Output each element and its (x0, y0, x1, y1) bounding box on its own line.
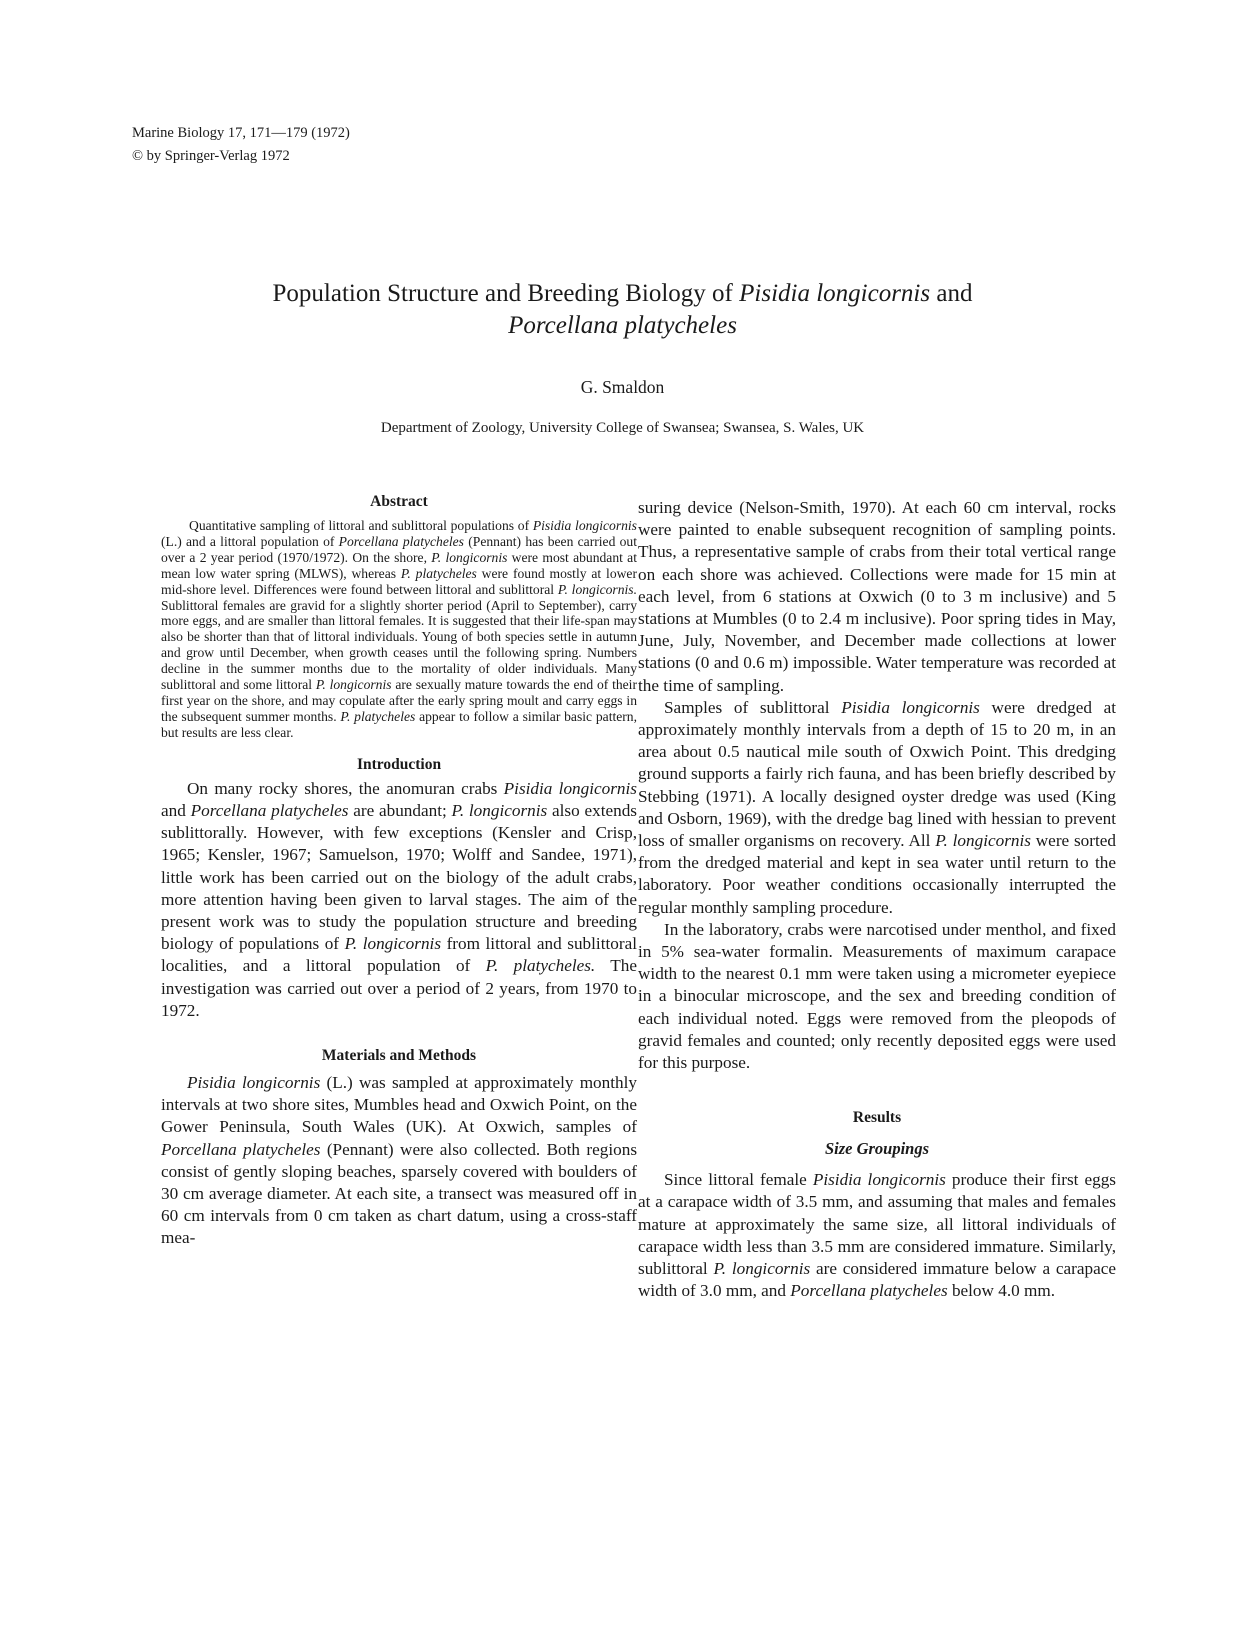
title-block (100, 278, 1145, 438)
title-species-2: Porcellana platycheles (508, 312, 737, 339)
size-groupings-subheading: Size Groupings (824, 1139, 930, 1159)
results-heading: Results (852, 1109, 902, 1127)
methods-heading: Materials and Methods (321, 1046, 477, 1064)
journal-citation (132, 122, 350, 168)
title-text-and: and (930, 280, 973, 307)
paper-title (100, 278, 1145, 342)
title-text: Population Structure and Breeding Biology of (272, 280, 740, 307)
right-column (638, 497, 1116, 1303)
author-affiliation: Department of Zoology, University College of Swansea; Swansea, S. Wales, UK (380, 420, 865, 436)
methods-text-1-cont: suring device (Nelson-Smith, 1970). At each 60 cm interval, rocks were painted to enable subsequent recognition of sampling points. Thus, a representative sample of crabs from their total vertical range on each shore was achieved. Collections were made for 15 min at each level, from 6 stations at Oxwich (0 to 3 m inclusive) and 5 stations at Mumbles (0 to 2.4 m inclusive). Poor spring tides in May, June, July, November, and December made collections at lower stations (0 and 0.6 m) impossible. Water temperature was recorded at the time of sampling. (638, 498, 1116, 695)
introduction-heading: Introduction (356, 755, 442, 773)
abstract-text: Quantitative sampling of littoral and sublittoral populations of Pisidia longicornis (L.) and a littoral population of Porcellana platycheles (Pennant) has been carried out over a 2 year period (1970/1972). On the shore, P. longicornis were most abundant at mean low water spring (MLWS), whereas P. platycheles were found mostly at lower mid-shore level. Differences were found between littoral and sublittoral P. longicornis. Sublittoral females are gravid for a slightly shorter period (April to September), carry more eggs, and are smaller than littoral females. It is suggested that their life-span may also be shorter than that of littoral individuals. Young of both species settle in autumn and grow until December, when growth ceases until the following spring. Numbers decline in the summer months due to the mortality of older individuals. Many sublittoral and some littoral P. longicornis are sexually mature towards the end of their first year on the shore, and may copulate after the early spring moult and carry eggs in the subsequent summer months. P. platycheles appear to follow a similar basic pattern, but results are less clear. (161, 518, 637, 740)
title-species-1: Pisidia longicornis (739, 280, 931, 307)
methods-text-2: Samples of sublittoral Pisidia longicornis were dredged at approximately monthly intervals from a depth of 15 to 20 m, in an area about 0.5 nautical mile south of Oxwich Point. This dredging ground supports a fairly rich fauna, and has been briefly described by Stebbing (1971). A locally designed oyster dredge was used (King and Osborn, 1969), with the dredge bag lined with hessian to prevent loss of smaller organisms on recovery. All P. longicornis were sorted from the dredged material and kept in sea water until return to the laboratory. Poor weather conditions occasionally interrupted the regular monthly sampling procedure. (638, 697, 1116, 917)
abstract-heading: Abstract (370, 493, 428, 510)
left-column (161, 492, 637, 1250)
journal-reference: Marine Biology 17, 171—179 (1972) (132, 125, 350, 141)
methods-text-3: In the laboratory, crabs were narcotised under menthol, and fixed in 5% sea-water formalin. Measurements of maximum carapace width to the nearest 0.1 mm were taken using a micrometer eyepiece in a binocular microscope, and the sex and breeding condition of each individual noted. Eggs were removed from the pleopods of gravid females and counted; only recently deposited eggs were used for this purpose. (638, 919, 1116, 1073)
methods-text-1: Pisidia longicornis (L.) was sampled at approximately monthly intervals at two shore sites, Mumbles head and Oxwich Point, on the Gower Peninsula, South Wales (UK). At Oxwich, samples of Porcellana platycheles (Pennant) were also collected. Both regions consist of gently sloping beaches, sparsely covered with boulders of 30 cm average diameter. At each site, a transect was measured off in 60 cm intervals from 0 cm taken as chart datum, using a cross-staff mea- (161, 1072, 638, 1248)
copyright-line: © by Springer-Verlag 1972 (132, 148, 290, 164)
results-text: Since littoral female Pisidia longicornis produce their first eggs at a carapace width of 3.5 mm, and assuming that males and females mature at approximately the same size, all littoral individuals of carapace width less than 3.5 mm are considered immature. Similarly, sublittoral P. longicornis are considered immature below a carapace width of 3.0 mm, and Porcellana platycheles below 4.0 mm. (638, 1170, 1116, 1301)
author-name: G. Smaldon (580, 377, 665, 397)
introduction-text: On many rocky shores, the anomuran crabs Pisidia longicornis and Porcellana platycheles are abundant; P. longicornis also extends sublittorally. However, with few exceptions (Kensler and Crisp, 1965; Kensler, 1967; Samuelson, 1970; Wolff and Sandee, 1971), little work has been carried out on the biology of the adult crabs, more attention having been given to larval stages. The aim of the present work was to study the population structure and breeding biology of populations of P. longicornis from littoral and sublittoral localities, and a littoral population of P. platycheles. The investigation was carried out over a period of 2 years, from 1970 to 1972. (161, 778, 637, 1020)
